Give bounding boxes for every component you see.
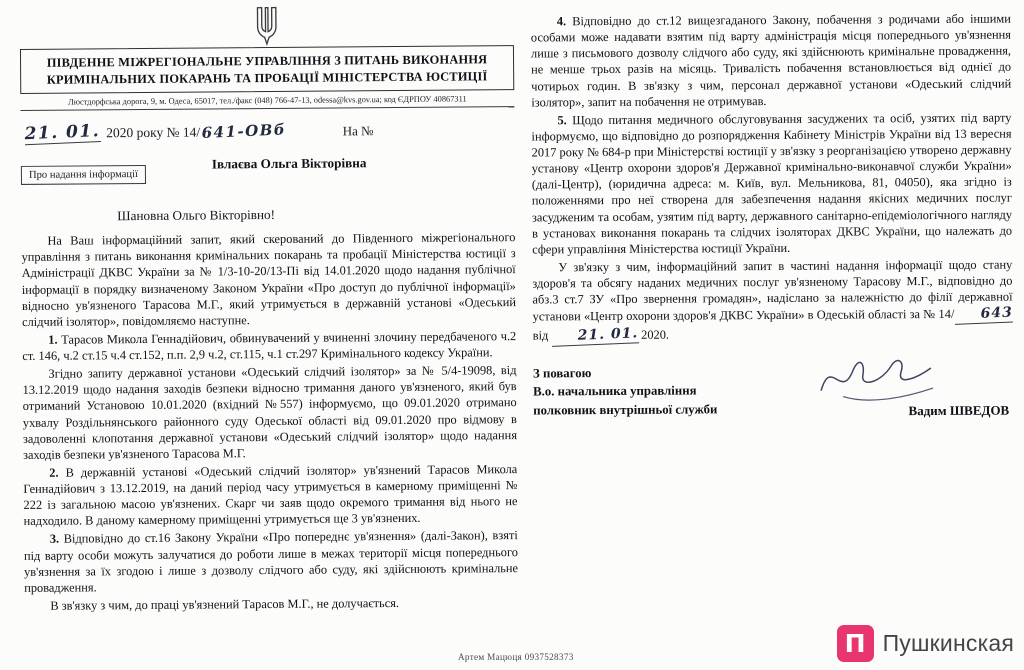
paragraph-5: [531, 109, 1012, 257]
handwritten-referral-number: 643: [954, 304, 1013, 326]
signature-position-line1: В.о. начальника управління: [533, 383, 697, 399]
paragraph-number: 4.: [556, 14, 567, 29]
final-paragraph-text: У зв'язку з чим, інформаційний запит в частині надання інформації щодо стану здоров'я та обсягу наданих медичних послуг ув'язненому Тарасову М.Г., відповідно до абз.3 ст.7 ЗУ «Про звернення громадян», надіслано за належністю до філії державної установи «Центр охорони здоров'я ДКВС України» в Одеській області за № 14/: [532, 257, 1013, 324]
org-name: ПІВДЕННЕ МІЖРЕГІОНАЛЬНЕ УПРАВЛІННЯ З ПИТАНЬ ВИКОНАННЯ КРИМІНАЛЬНИХ ПОКАРАНЬ ТА ПРОБАЦІЇ МІНІСТЕРСТВА ЮСТИЦІЇ: [46, 52, 488, 87]
handwritten-signature: [813, 348, 943, 411]
paragraph-number: 3.: [49, 532, 60, 547]
final-paragraph-text: 2020.: [637, 328, 670, 343]
paragraph-text: На Ваш інформаційний запит, який скерований до Південного міжрегіонального управління з питань виконання кримінальних покарань та пробації Міністерства юстиції з Адміністрації ДКВС України за № 1/3-10-20/13-Пі від 14.01.2020 щодо надання публічної інформації в порядку визначеному Законом України «Про доступ до публічної інформації» відносно ув'язненого Тарасова М.Г., який утримується в державній установі «Одеський слідчий ізолятор», повідомляємо наступне.: [21, 230, 516, 329]
pushkinskaya-logo-icon: П: [837, 625, 874, 662]
paragraph-text: Відповідно до ст.16 Закону України «Про попереднє ув'язнення» (далі-Закон), взяті під варту особи можуть залучатися до роботи лише в межах території місця попереднього ув'язнення за їх згодою і лише з дозволу слідчого або суду, які здійснюють кримінальне провадження.: [23, 528, 519, 595]
signatory-name: Вадим ШВЕДОВ: [908, 402, 1010, 418]
signature-position-line2: полковник внутрішньої служби: [533, 402, 718, 418]
paragraph-number: 2.: [49, 465, 59, 480]
reply-number-label: На №: [342, 123, 374, 139]
date-line-label: 2020 року № 14/: [106, 124, 201, 141]
handwritten-referral-date: 21. 01.: [551, 325, 638, 348]
paragraph-text: В державній установі «Одеський слідчий ізолятор» ув'язнений Тарасов Микола Геннадійович з 13.12.2019, на даний період часу утримується в камерному приміщенні № 222 із загальною масою ув'язнених. Скарг чи заяв щодо окремого тримання від нього не надходило. В даному камерному приміщенні утримується ще 3 ув'язнених.: [23, 462, 518, 529]
paragraph-text: Згідно запиту державної установи «Одеський слідчий ізолятор» за № 5/4-19098, від 13.12.2019 щодо надання заходів безпеки відносно тримання даного ув'язненого, який був отриманий Установою 10.01.2020 (вхідний №557) інформуємо, що 09.01.2020 отримано ухвалу Роздільнянського районного суду Одеської області від 09.01.2020 про відмову в задоволенні клопотання державної установи «Одеський слідчий ізолятор» щодо надання заходів безпеки ув'язненого Тарасова М.Г.: [22, 363, 518, 462]
paragraph-text: Відповідно до ст.12 вищезгаданого Закону, побачення з родичами або іншими особами може надавати взятим під варту адміністрація місця попереднього ув'язнення лише з письмового дозволу слідчого або суду, які здійснюють кримінальне провадження, не менше трьох разів на місяць. Тривалість побачення встановлюється від однієї до чотирьох годин. В зв'язку з чим, персонал державної установи «Одеський слідчий ізолятор», запит на побачення не отримував.: [530, 11, 1012, 110]
handwritten-date: 21. 01.: [24, 121, 101, 145]
pushkinskaya-watermark: [837, 625, 1014, 662]
signature-greeting: З повагою: [532, 365, 592, 381]
paragraph-1: [22, 328, 516, 364]
paragraph-text: В зв'язку з чим, до праці ув'язнений Тарасов М.Г., не долучається.: [50, 595, 400, 613]
paragraph-work-note: [24, 594, 518, 614]
paragraph-court-ruling: [22, 362, 517, 463]
date-number-line: [21, 119, 515, 144]
paragraph-intro: [21, 229, 516, 330]
letter-left-column: [20, 4, 519, 616]
addressee-name: Івлаєва Ольга Вікторівна: [211, 155, 367, 172]
paragraph-2: [23, 461, 517, 529]
handwritten-outgoing-number: 641-ОВб: [201, 120, 288, 143]
pushkinskaya-logo-text: Пушкинская: [882, 630, 1014, 656]
paragraph-number: 1.: [48, 332, 58, 347]
letter-right-column: [531, 11, 1013, 420]
ukraine-trident-emblem: [252, 6, 282, 46]
paragraph-medical-referral: [532, 256, 1013, 346]
paragraph-text: Щодо питання медичного обслуговування засуджених та осіб, узятих під варту інформуємо, що відповідно до розпорядження Кабінету Міністрів України від 13 вересня 2017 року № 684-р при Міністерстві юстиції у зв'язку з реорганізацією утворено державну установу «Центр охорони здоров'я Державної кримінально-виконавчої служби України» (далі-Центр), (юридична адреса: м. Київ, вул. Мельникова, 81, 04050), яка згідно із положеннями про неї створена для забезпечення надання якісних медичних послуг засудженим та особам, узятим під варту, державного санітарно-епідеміологічного нагляду в установах виконання покарань та слідчих ізоляторах ДКВС України, що належать до сфери управління Міністерства юстиції України.: [531, 110, 1013, 257]
letterhead-box: [20, 45, 514, 94]
paragraph-text: Тарасов Микола Геннадійович, обвинувачений у вчиненні злочину передбаченого ч.2 ст. 146, ч.2 ст.15 ч.4 ст.152, п.п. 2,9 ч.2, ст.115, ч.1 ст.297 Кримінального кодексу України.: [22, 329, 517, 364]
final-paragraph-text: від: [532, 328, 552, 343]
subject-addressee-row: [21, 150, 515, 185]
paragraph-4: [531, 11, 1012, 111]
signature-block: [533, 361, 1013, 420]
paragraph-3: [24, 528, 518, 596]
org-address: Люстдорфська дорога, 9, м. Одеса, 65017, тел./факс (048) 766-47-13, odessa@kvs.gov.ua; код ЄДРПОУ 40867311: [68, 94, 467, 107]
salutation: Шановна Ольго Вікторівно!: [117, 207, 276, 224]
subject-box: Про надання інформації: [21, 165, 146, 185]
paragraph-number: 5.: [557, 113, 567, 128]
executor-note: Артем Мацюця 0937528373: [458, 652, 574, 662]
letterhead-divider: [20, 106, 514, 111]
